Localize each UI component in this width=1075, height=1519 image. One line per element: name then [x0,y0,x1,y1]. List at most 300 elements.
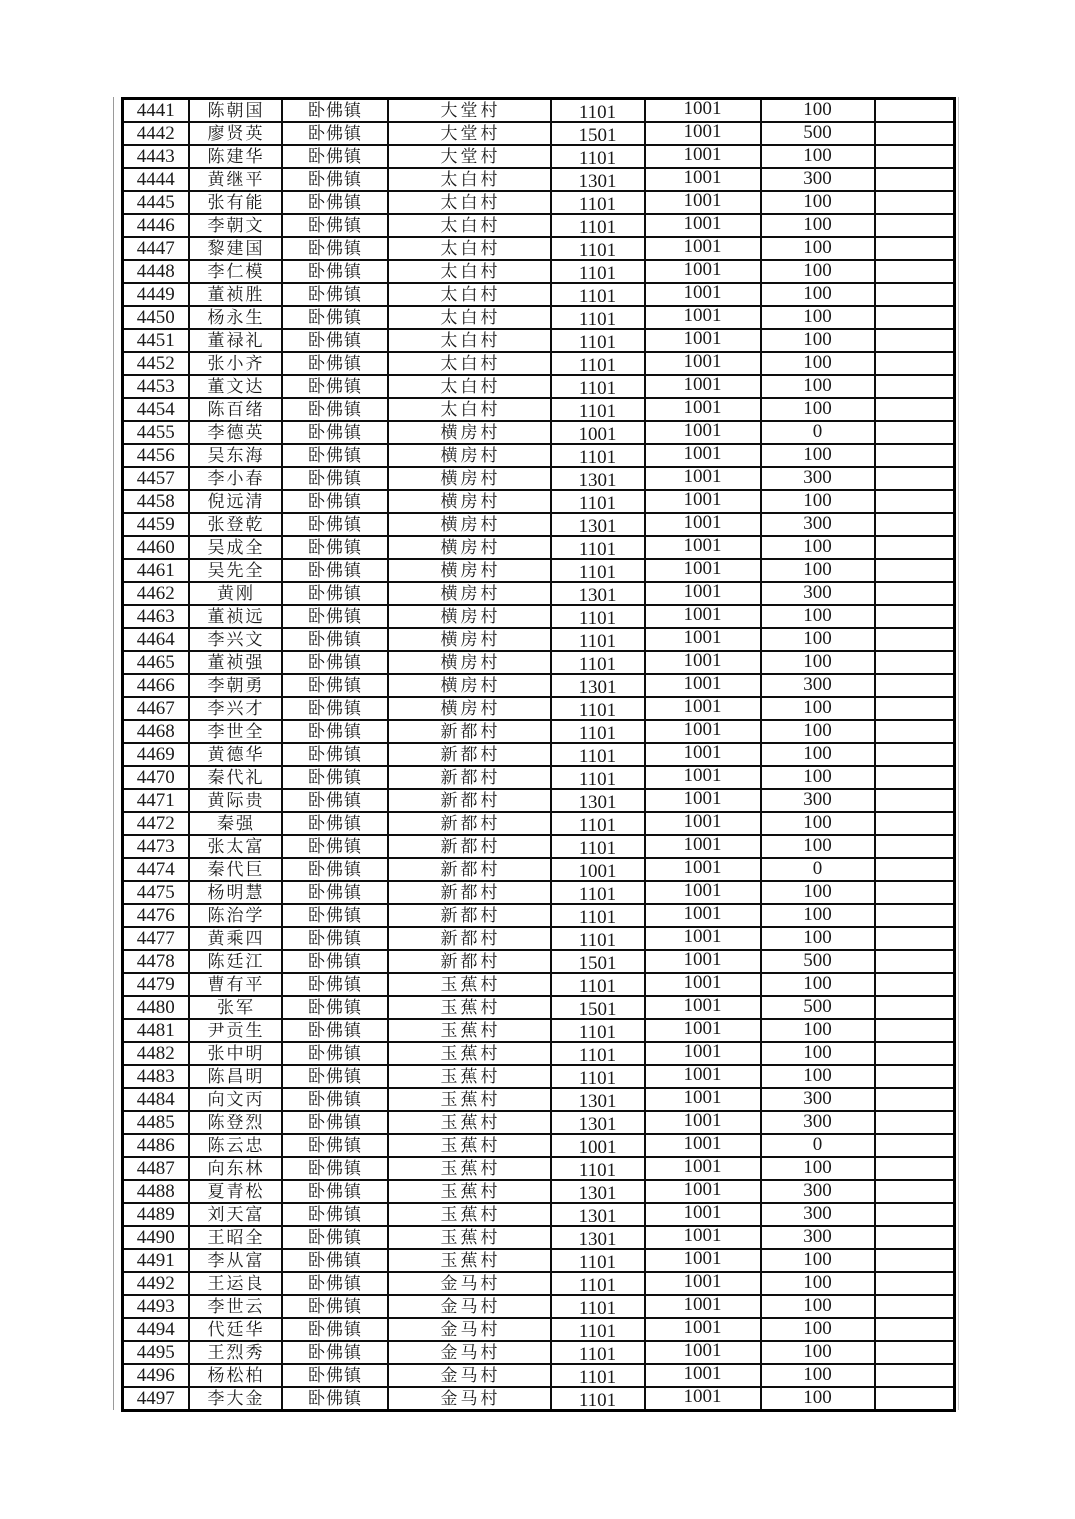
cell-text-serial-number: 4477 [136,928,175,949]
cell-code-a [551,651,645,674]
cell-town [282,283,388,306]
cell-person-name [189,1157,282,1180]
cell-text-town: 卧佛镇 [308,1274,362,1293]
cell-text-person-name: 李兴文 [207,630,265,649]
cell-text-code-a: 1501 [578,999,617,1019]
cell-text-village: 太白村 [440,377,501,396]
cell-text-code-a: 1101 [578,1022,617,1042]
cell-remark [875,260,955,283]
cell-serial-number [123,1226,189,1249]
cell-text-amount: 100 [803,1364,832,1385]
cell-amount [761,950,875,973]
table-row [123,214,955,237]
cell-text-serial-number: 4452 [136,353,175,374]
cell-text-village: 太白村 [440,308,501,327]
table-row [123,927,955,950]
cell-code-a [551,329,645,352]
cell-text-village: 太白村 [440,193,501,212]
table-row [123,605,955,628]
cell-text-serial-number: 4468 [136,721,175,742]
cell-text-person-name: 秦代礼 [207,768,265,787]
cell-text-town: 卧佛镇 [308,285,362,304]
cell-text-amount: 100 [803,1341,832,1362]
cell-text-town: 卧佛镇 [308,1044,362,1063]
cell-village [388,444,551,467]
table-row [123,628,955,651]
cell-code-b [645,145,761,168]
cell-person-name [189,237,282,260]
cell-remark [875,283,955,306]
cell-person-name [189,306,282,329]
cell-serial-number [123,858,189,881]
table-row [123,122,955,145]
cell-text-serial-number: 4474 [136,859,175,880]
cell-text-amount: 100 [803,1157,832,1178]
cell-text-code-b: 1001 [683,168,722,188]
cell-text-code-a: 1101 [578,1045,617,1065]
cell-text-code-b: 1001 [683,766,722,786]
cell-person-name [189,329,282,352]
cell-village [388,996,551,1019]
cell-text-code-a: 1301 [578,1229,617,1249]
cell-remark [875,375,955,398]
table-row [123,536,955,559]
table-row [123,421,955,444]
table-row [123,191,955,214]
cell-text-code-a: 1001 [578,424,617,444]
cell-text-person-name: 陈云忠 [207,1136,265,1155]
cell-text-person-name: 夏青松 [207,1182,265,1201]
cell-text-amount: 100 [803,283,832,304]
cell-text-person-name: 吴成全 [207,538,265,557]
table-row [123,1042,955,1065]
cell-text-code-a: 1101 [578,1344,617,1364]
cell-text-town: 卧佛镇 [308,377,362,396]
cell-text-village: 玉蕉村 [440,1021,501,1040]
cell-text-code-a: 1301 [578,1091,617,1111]
cell-serial-number [123,99,189,123]
cell-amount [761,444,875,467]
cell-text-village: 玉蕉村 [440,998,501,1017]
cell-text-code-a: 1101 [578,401,617,421]
cell-village [388,1203,551,1226]
table-row [123,1249,955,1272]
cell-text-code-b: 1001 [683,352,722,372]
cell-code-b [645,1226,761,1249]
cell-text-code-b: 1001 [683,375,722,395]
cell-text-town: 卧佛镇 [308,492,362,511]
cell-code-a [551,1065,645,1088]
cell-text-code-a: 1501 [578,125,617,145]
cell-text-amount: 100 [803,743,832,764]
cell-text-amount: 100 [803,536,832,557]
cell-code-b [645,237,761,260]
cell-town [282,881,388,904]
cell-text-village: 新都村 [440,906,501,925]
cell-text-code-a: 1501 [578,953,617,973]
cell-text-village: 横房村 [440,446,501,465]
cell-text-village: 新都村 [440,952,501,971]
cell-remark [875,467,955,490]
cell-text-person-name: 王昭全 [207,1228,265,1247]
cell-remark [875,1065,955,1088]
cell-text-code-a: 1101 [578,286,617,306]
cell-code-a [551,1203,645,1226]
cell-code-b [645,1088,761,1111]
cell-text-town: 卧佛镇 [308,216,362,235]
cell-person-name [189,950,282,973]
cell-amount [761,1272,875,1295]
cell-amount [761,628,875,651]
table-row [123,1272,955,1295]
table-row [123,1180,955,1203]
cell-amount [761,881,875,904]
cell-text-amount: 100 [803,720,832,741]
cell-code-a [551,858,645,881]
cell-text-person-name: 张有能 [207,193,265,212]
cell-serial-number [123,122,189,145]
cell-town [282,1226,388,1249]
cell-village [388,536,551,559]
cell-text-code-a: 1301 [578,1206,617,1226]
cell-text-code-b: 1001 [683,674,722,694]
table-body [123,99,955,1411]
cell-text-village: 大堂村 [440,101,501,120]
cell-text-person-name: 向文丙 [207,1090,265,1109]
cell-text-town: 卧佛镇 [308,975,362,994]
cell-text-town: 卧佛镇 [308,1389,362,1408]
cell-text-code-b: 1001 [683,283,722,303]
cell-text-code-a: 1101 [578,1275,617,1295]
cell-text-code-a: 1301 [578,677,617,697]
cell-person-name [189,398,282,421]
cell-text-town: 卧佛镇 [308,952,362,971]
cell-town [282,858,388,881]
cell-code-a [551,1134,645,1157]
cell-town [282,1134,388,1157]
table-row [123,559,955,582]
cell-code-b [645,1272,761,1295]
cell-remark [875,904,955,927]
cell-text-village: 新都村 [440,929,501,948]
cell-text-village: 太白村 [440,262,501,281]
cell-village [388,973,551,996]
cell-remark [875,973,955,996]
cell-text-code-b: 1001 [683,122,722,142]
cell-town [282,375,388,398]
cell-text-village: 太白村 [440,285,501,304]
cell-code-b [645,950,761,973]
cell-serial-number [123,904,189,927]
cell-remark [875,1088,955,1111]
cell-text-amount: 300 [803,1203,832,1224]
cell-amount [761,1295,875,1318]
cell-text-amount: 100 [803,651,832,672]
cell-person-name [189,421,282,444]
cell-person-name [189,1387,282,1411]
cell-text-person-name: 李世全 [207,722,265,741]
cell-code-b [645,444,761,467]
cell-village [388,789,551,812]
cell-text-serial-number: 4465 [136,652,175,673]
cell-village [388,352,551,375]
cell-village [388,145,551,168]
cell-code-b [645,743,761,766]
cell-amount [761,329,875,352]
cell-text-person-name: 黎建国 [207,239,265,258]
cell-remark [875,1364,955,1387]
cell-serial-number [123,1203,189,1226]
cell-text-person-name: 李朝勇 [207,676,265,695]
cell-text-amount: 100 [803,352,832,373]
cell-person-name [189,1295,282,1318]
cell-text-town: 卧佛镇 [308,860,362,879]
cell-text-serial-number: 4448 [136,261,175,282]
cell-text-code-a: 1101 [578,493,617,513]
cell-village [388,122,551,145]
cell-village [388,812,551,835]
cell-town [282,1341,388,1364]
cell-text-village: 横房村 [440,653,501,672]
cell-text-serial-number: 4476 [136,905,175,926]
cell-code-a [551,398,645,421]
cell-text-town: 卧佛镇 [308,308,362,327]
cell-village [388,421,551,444]
cell-code-b [645,398,761,421]
cell-town [282,1088,388,1111]
cell-person-name [189,697,282,720]
cell-code-a [551,835,645,858]
cell-serial-number [123,1019,189,1042]
cell-text-code-b: 1001 [683,1111,722,1131]
cell-text-person-name: 倪远清 [207,492,265,511]
cell-text-village: 新都村 [440,860,501,879]
cell-amount [761,927,875,950]
cell-remark [875,352,955,375]
cell-code-b [645,605,761,628]
cell-text-amount: 100 [803,559,832,580]
cell-text-town: 卧佛镇 [308,331,362,350]
cell-text-person-name: 李兴才 [207,699,265,718]
cell-text-amount: 100 [803,973,832,994]
cell-village [388,99,551,123]
cell-town [282,306,388,329]
cell-text-code-a: 1101 [578,562,617,582]
cell-text-village: 太白村 [440,331,501,350]
cell-village [388,237,551,260]
cell-text-serial-number: 4485 [136,1112,175,1133]
cell-amount [761,237,875,260]
cell-remark [875,536,955,559]
cell-text-code-a: 1101 [578,976,617,996]
cell-amount [761,283,875,306]
cell-text-person-name: 黄继平 [207,170,265,189]
cell-text-code-a: 1101 [578,654,617,674]
cell-text-code-a: 1101 [578,1390,617,1411]
cell-text-serial-number: 4464 [136,629,175,650]
cell-village [388,1272,551,1295]
cell-text-village: 玉蕉村 [440,1136,501,1155]
cell-text-code-b: 1001 [683,490,722,510]
cell-town [282,1318,388,1341]
cell-code-a [551,1019,645,1042]
cell-text-amount: 100 [803,1295,832,1316]
cell-text-village: 玉蕉村 [440,1228,501,1247]
cell-person-name [189,605,282,628]
cell-town [282,927,388,950]
cell-text-code-a: 1101 [578,263,617,283]
cell-code-b [645,927,761,950]
cell-amount [761,743,875,766]
table-row [123,973,955,996]
cell-text-code-a: 1101 [578,194,617,214]
cell-text-serial-number: 4454 [136,399,175,420]
cell-person-name [189,1111,282,1134]
cell-serial-number [123,743,189,766]
cell-serial-number [123,1364,189,1387]
cell-text-person-name: 杨松柏 [207,1366,265,1385]
cell-code-b [645,1318,761,1341]
cell-text-amount: 100 [803,398,832,419]
cell-town [282,789,388,812]
cell-serial-number [123,766,189,789]
cell-text-town: 卧佛镇 [308,699,362,718]
cell-village [388,766,551,789]
cell-village [388,1226,551,1249]
cell-code-b [645,467,761,490]
cell-text-code-b: 1001 [683,858,722,878]
cell-person-name [189,1318,282,1341]
table-row [123,766,955,789]
table-row [123,306,955,329]
cell-person-name [189,191,282,214]
cell-text-code-b: 1001 [683,191,722,211]
cell-town [282,720,388,743]
table-row [123,1157,955,1180]
cell-amount [761,766,875,789]
cell-text-serial-number: 4491 [136,1250,175,1271]
cell-text-code-b: 1001 [683,927,722,947]
cell-text-code-a: 1101 [578,631,617,651]
cell-amount [761,536,875,559]
cell-text-code-b: 1001 [683,582,722,602]
cell-text-town: 卧佛镇 [308,170,362,189]
cell-code-a [551,1295,645,1318]
cell-text-code-b: 1001 [683,1203,722,1223]
cell-text-code-b: 1001 [683,398,722,418]
cell-text-code-a: 1101 [578,1252,617,1272]
cell-town [282,904,388,927]
cell-text-serial-number: 4492 [136,1273,175,1294]
cell-code-a [551,605,645,628]
cell-text-code-a: 1101 [578,539,617,559]
cell-text-village: 新都村 [440,814,501,833]
cell-text-person-name: 张太富 [207,837,265,856]
cell-text-serial-number: 4496 [136,1365,175,1386]
cell-text-serial-number: 4447 [136,238,175,259]
cell-remark [875,1111,955,1134]
cell-text-serial-number: 4484 [136,1089,175,1110]
cell-code-b [645,1065,761,1088]
cell-text-village: 金马村 [440,1366,501,1385]
cell-village [388,168,551,191]
cell-text-code-a: 1101 [578,700,617,720]
cell-amount [761,214,875,237]
cell-amount [761,513,875,536]
cell-person-name [189,582,282,605]
cell-serial-number [123,789,189,812]
cell-code-b [645,306,761,329]
cell-text-village: 太白村 [440,170,501,189]
cell-village [388,1295,551,1318]
cell-town [282,490,388,513]
cell-code-a [551,1111,645,1134]
cell-text-town: 卧佛镇 [308,354,362,373]
cell-text-amount: 0 [812,421,823,442]
cell-code-a [551,122,645,145]
cell-code-a [551,1226,645,1249]
cell-serial-number [123,260,189,283]
cell-text-code-b: 1001 [683,1088,722,1108]
cell-village [388,1249,551,1272]
cell-remark [875,99,955,123]
cell-text-serial-number: 4490 [136,1227,175,1248]
cell-text-town: 卧佛镇 [308,1113,362,1132]
cell-person-name [189,973,282,996]
table-row [123,812,955,835]
cell-town [282,835,388,858]
cell-remark [875,398,955,421]
cell-code-b [645,996,761,1019]
cell-code-a [551,973,645,996]
cell-text-person-name: 张登乾 [207,515,265,534]
cell-code-b [645,812,761,835]
cell-serial-number [123,191,189,214]
cell-code-b [645,835,761,858]
cell-text-town: 卧佛镇 [308,1251,362,1270]
cell-village [388,1019,551,1042]
cell-serial-number [123,421,189,444]
cell-village [388,651,551,674]
cell-amount [761,651,875,674]
cell-text-amount: 300 [803,582,832,603]
cell-text-village: 太白村 [440,216,501,235]
cell-village [388,582,551,605]
cell-text-amount: 100 [803,191,832,212]
cell-text-code-b: 1001 [683,1364,722,1384]
cell-text-village: 太白村 [440,354,501,373]
cell-code-a [551,214,645,237]
cell-village [388,628,551,651]
cell-town [282,743,388,766]
cell-code-b [645,214,761,237]
cell-text-town: 卧佛镇 [308,262,362,281]
cell-text-person-name: 陈登烈 [207,1113,265,1132]
cell-code-a [551,260,645,283]
cell-amount [761,1042,875,1065]
cell-serial-number [123,536,189,559]
cell-person-name [189,1088,282,1111]
cell-text-town: 卧佛镇 [308,883,362,902]
cell-person-name [189,835,282,858]
roster-table [121,97,956,1412]
cell-serial-number [123,145,189,168]
cell-amount [761,1226,875,1249]
cell-town [282,214,388,237]
cell-text-village: 金马村 [440,1389,501,1408]
cell-text-person-name: 张小齐 [207,354,265,373]
cell-code-a [551,536,645,559]
